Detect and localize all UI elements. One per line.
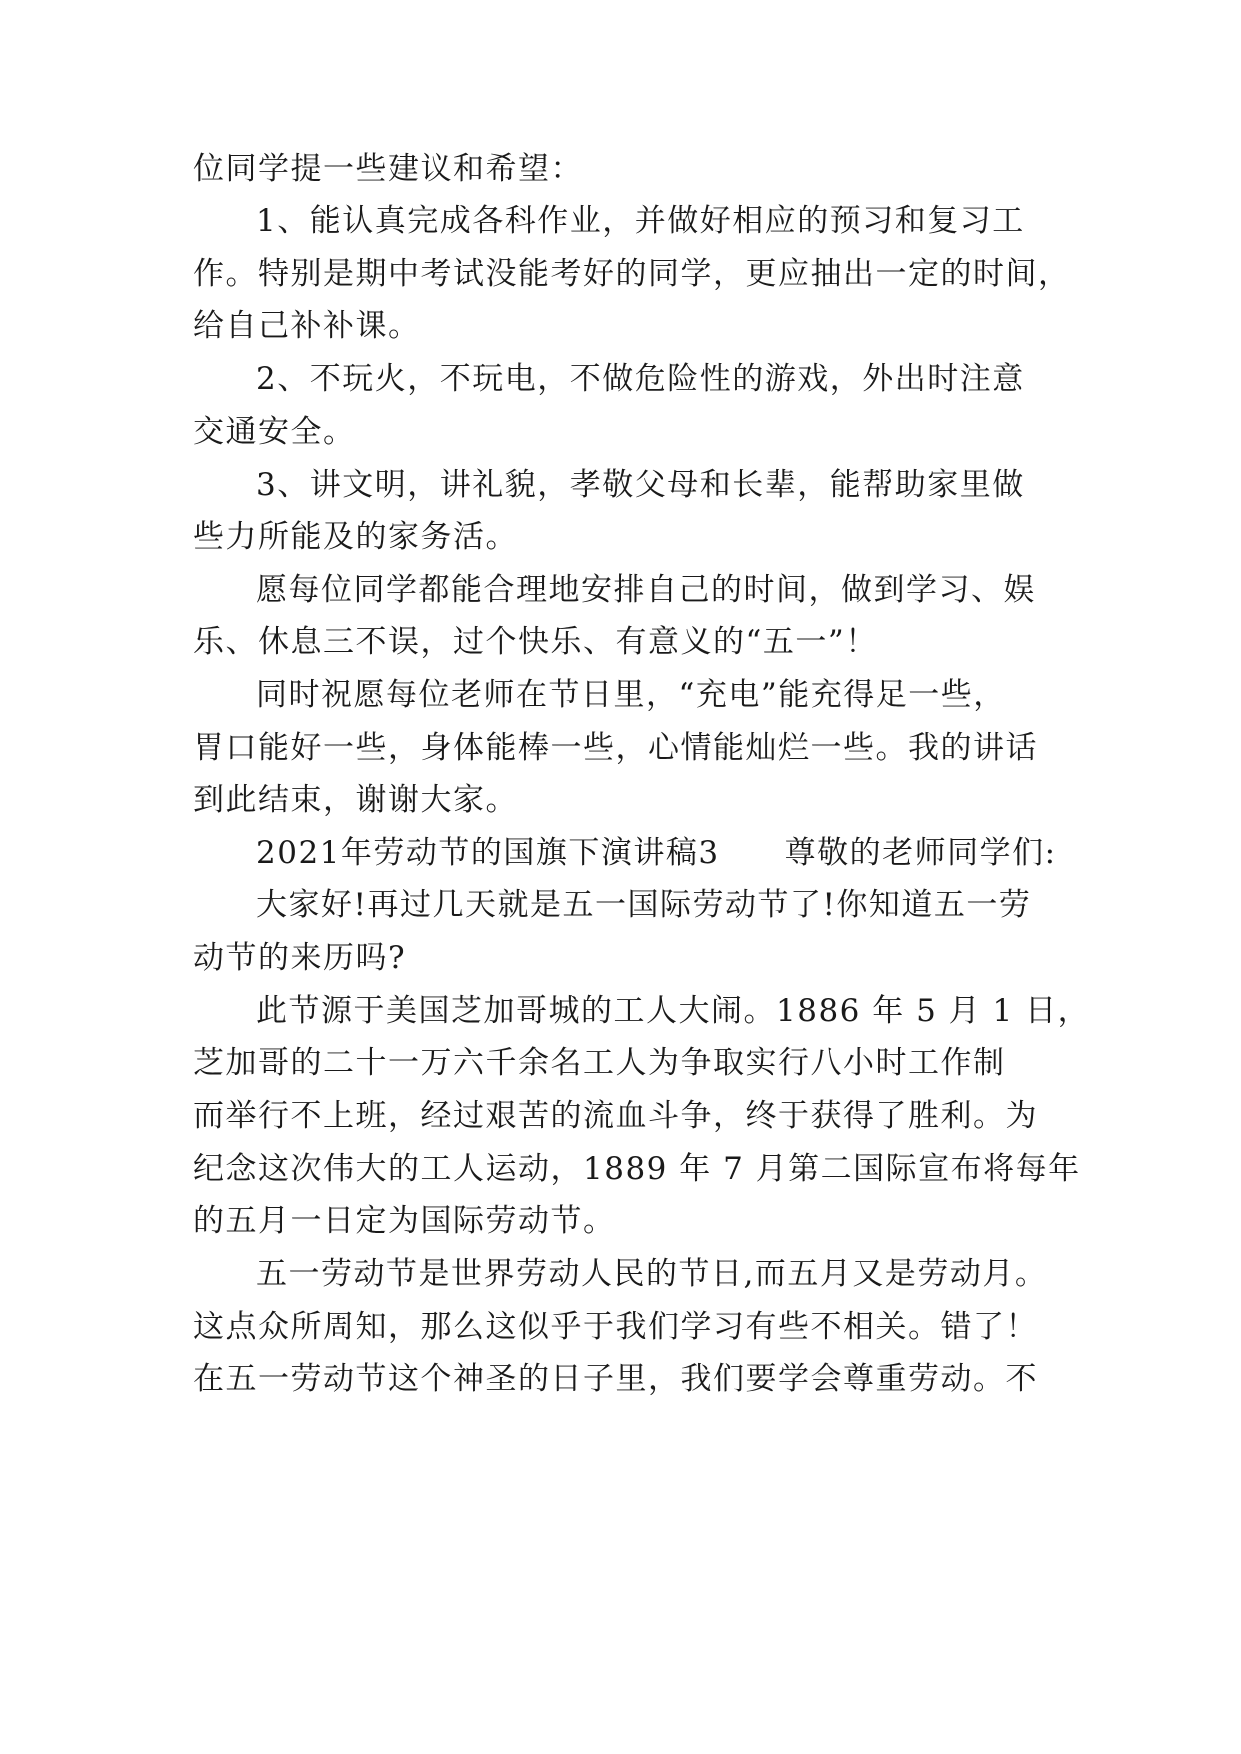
text-line: 给自己补补课。 xyxy=(193,308,421,344)
text-line: 同时祝愿每位老师在节日里，“充电”能充得足一些， xyxy=(256,677,1006,713)
text-line: 五一劳动节是世界劳动人民的节日,而五月又是劳动月。 xyxy=(256,1256,1048,1292)
text-line: 愿每位同学都能合理地安排自己的时间，做到学习、娱 xyxy=(256,572,1036,608)
text-line: 1、能认真完成各科作业，并做好相应的预习和复习工 xyxy=(256,203,1025,239)
text-line: 乐、休息三不误，过个快乐、有意义的“五一”！ xyxy=(193,624,878,660)
text-line: 而举行不上班，经过艰苦的流血斗争，终于获得了胜利。为 xyxy=(193,1098,1038,1134)
text-line: 芝加哥的二十一万六千余名工人为争取实行八小时工作制 xyxy=(193,1045,1006,1081)
text-line: 在五一劳动节这个神圣的日子里，我们要学会尊重劳动。不 xyxy=(193,1361,1038,1397)
text-line: 交通安全。 xyxy=(193,414,356,450)
text-line: 2、不玩火，不玩电，不做危险性的游戏，外出时注意 xyxy=(256,361,1025,397)
text-line: 此节源于美国芝加哥城的工人大闹。1886 年 5 月 1 日， xyxy=(256,993,1091,1029)
text-line: 胃口能好一些，身体能棒一些，心情能灿烂一些。我的讲话 xyxy=(193,730,1038,766)
text-line: 大家好!再过几天就是五一国际劳动节了!你知道五一劳 xyxy=(256,887,1032,923)
text-line: 作。特别是期中考试没能考好的同学，更应抽出一定的时间， xyxy=(193,256,1071,292)
text-line: 纪念这次伟大的工人运动，1889 年 7 月第二国际宣布将每年 xyxy=(193,1151,1081,1187)
text-line: 动节的来历吗? xyxy=(193,940,407,976)
text-line: 些力所能及的家务活。 xyxy=(193,519,518,555)
text-line: 2021年劳动节的国旗下演讲稿3 尊敬的老师同学们: xyxy=(256,835,1057,871)
text-line: 的五月一日定为国际劳动节。 xyxy=(193,1203,616,1239)
text-line: 位同学提一些建议和希望： xyxy=(193,151,583,187)
text-line: 到此结束，谢谢大家。 xyxy=(193,782,518,818)
text-line: 3、讲文明，讲礼貌，孝敬父母和长辈，能帮助家里做 xyxy=(256,467,1025,503)
text-line: 这点众所周知，那么这似乎于我们学习有些不相关。错了！ xyxy=(193,1309,1038,1345)
